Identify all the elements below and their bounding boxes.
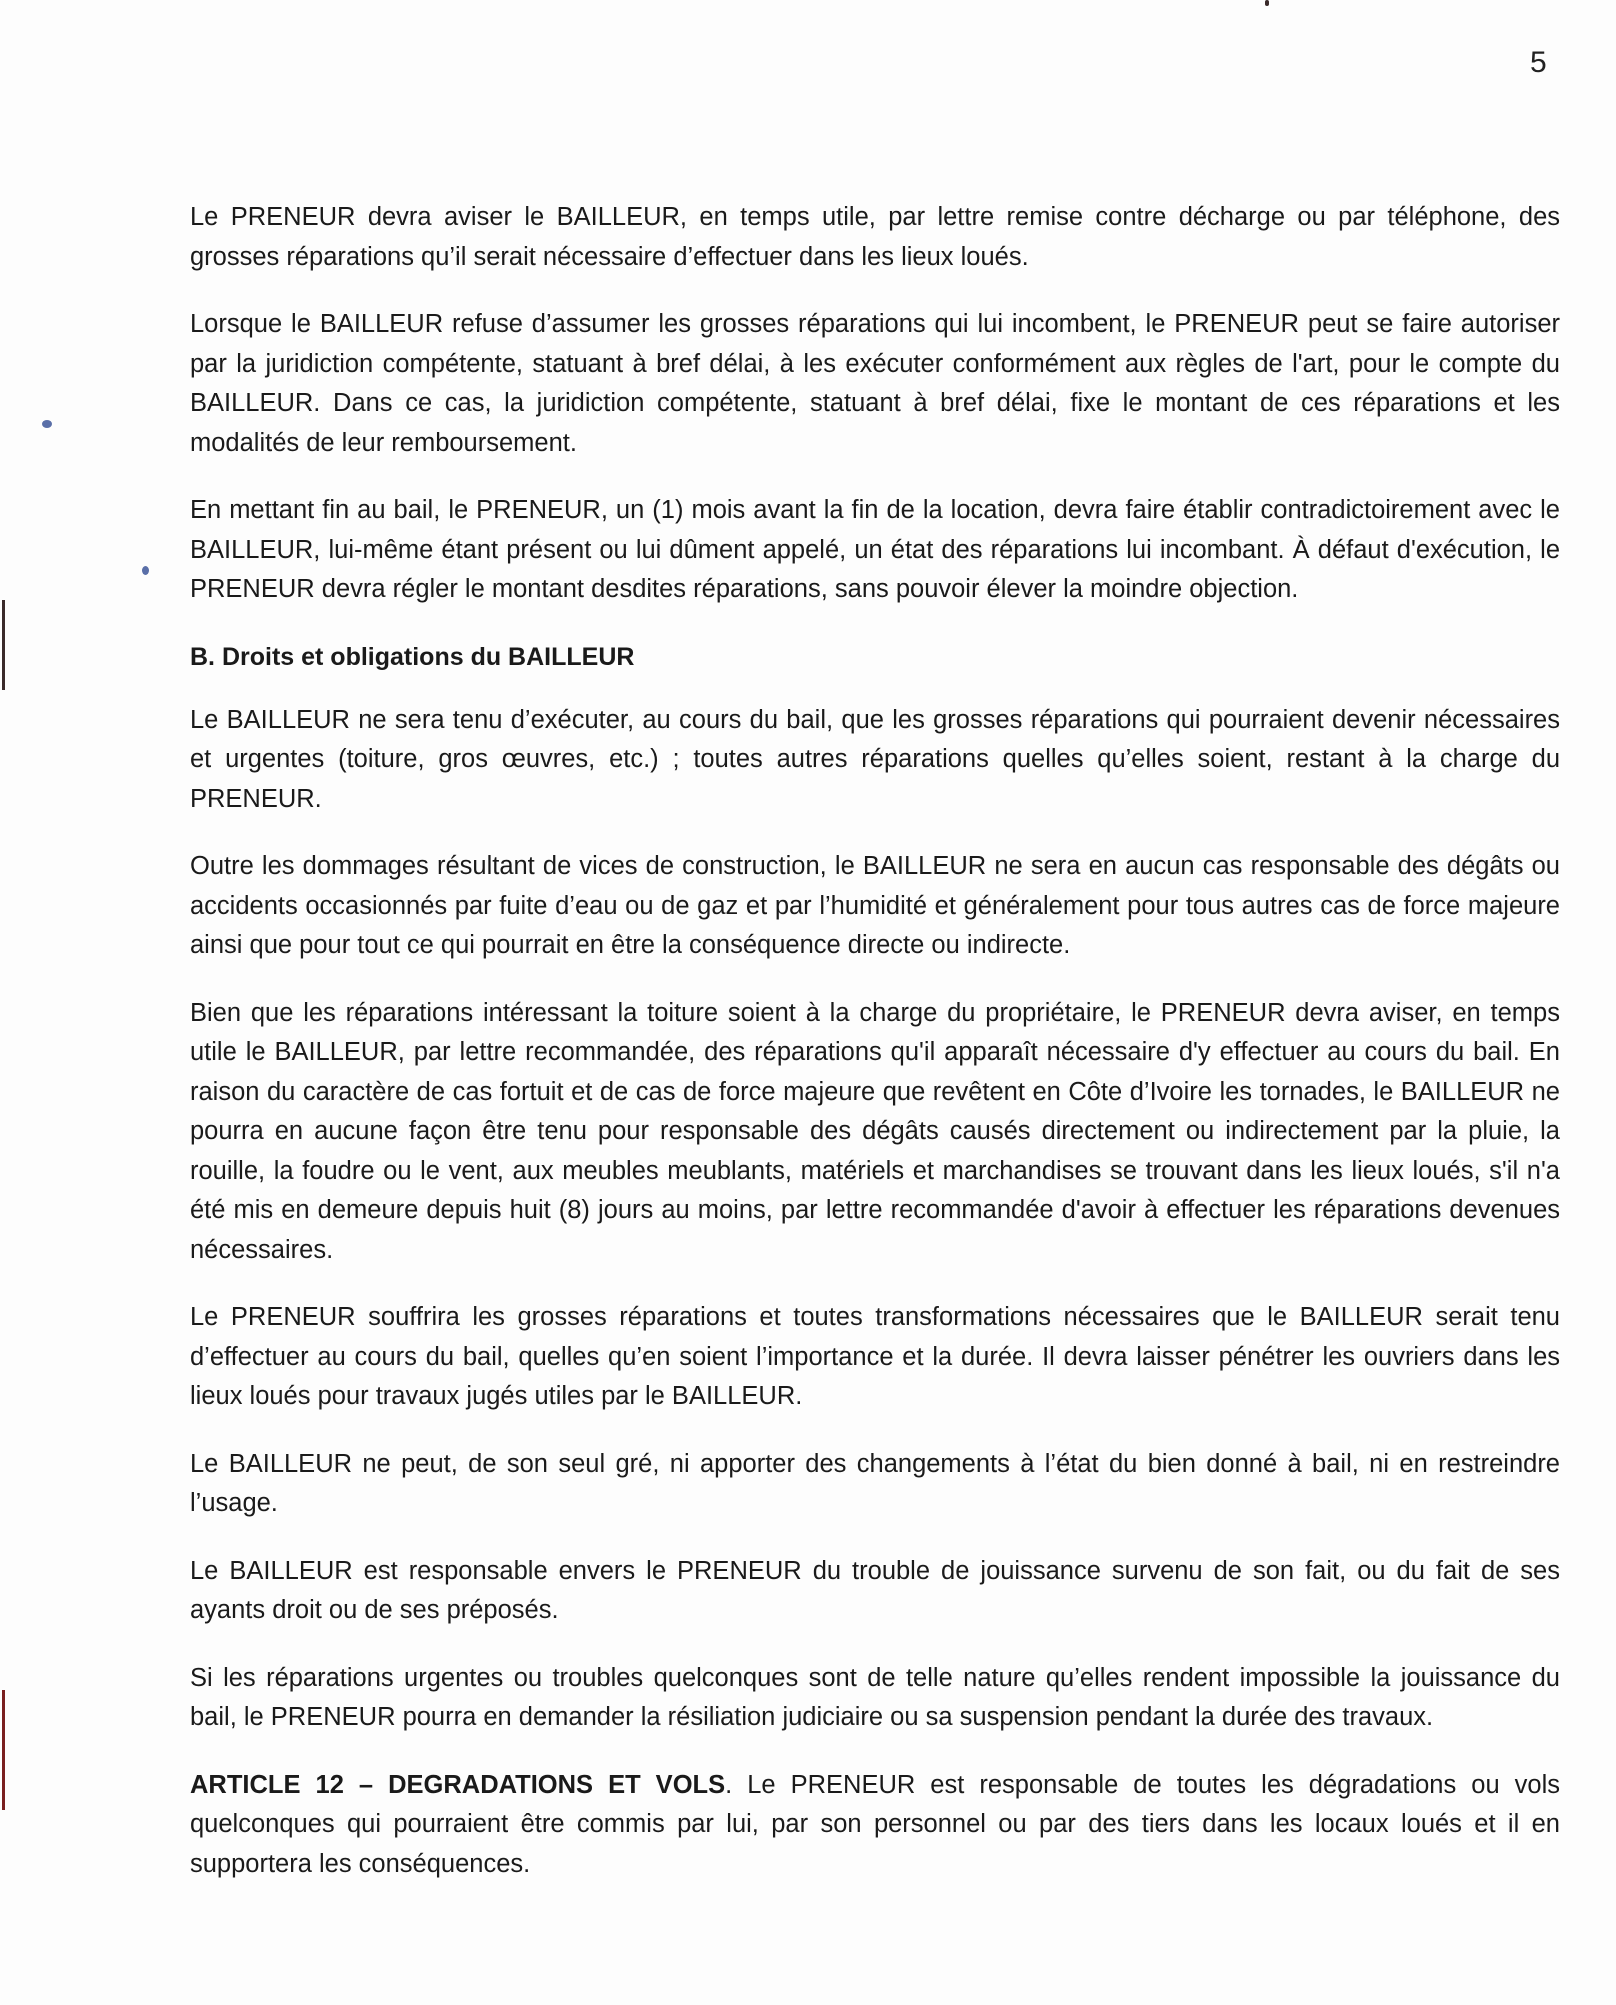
page-number: 5 (1530, 46, 1547, 79)
paragraph-trouble-jouissance: Le BAILLEUR est responsable envers le PRENEUR du trouble de jouissance survenu de son fait, ou du fait de ses ayants droit ou de ses préposés. (190, 1556, 1560, 1624)
paragraph-toiture: Bien que les réparations intéressant la toiture soient à la charge du propriétaire, le PRENEUR devra aviser, en temps utile le BAILLEUR, par lettre recommandée, des réparations qu'il apparaît nécessaire d'y effectuer au cours du bail. En raison du caractère de cas fortuit et de cas de force majeure que revêtent en Côte d’Ivoire les tornades, le BAILLEUR ne pourra en aucune façon être tenu pour responsable des dégâts causés directement ou indirectement par la pluie, la rouille, la foudre ou le vent, aux meubles meublants, matériels et marchandises se trouvant dans les lieux loués, s'il n'a été mis en demeure depuis huit (8) jours au moins, par lettre recommandée d'avoir à effectuer les réparations devenues nécessaires. (190, 998, 1560, 1264)
scan-edge-mark (2, 1690, 5, 1810)
scan-edge-mark (1265, 0, 1269, 6)
scan-edge-mark (2, 600, 5, 690)
paragraph-transformations: Le PRENEUR souffrira les grosses réparations et toutes transformations nécessaires que le BAILLEUR serait tenu d’effectuer au cours du bail, quelles qu’en soient l’importance et la durée. Il devra laisser pénétrer les ouvriers dans les lieux loués pour travaux jugés utiles par le BAILLEUR. (190, 1303, 1560, 1410)
paragraph-changements: Le BAILLEUR ne peut, de son seul gré, ni apporter des changements à l’état du bien donné à bail, ni en restreindre l’usage. (190, 1449, 1560, 1517)
paragraph-dommages: Outre les dommages résultant de vices de construction, le BAILLEUR ne sera en aucun cas responsable des dégâts ou accidents occasionnés par fuite d’eau ou de gaz et par l’humidité et généralement pour tous autres cas de force majeure ainsi que pour tout ce qui pourrait en être la conséquence directe ou indirecte. (190, 852, 1560, 959)
section-heading-droits-bailleur: B. Droits et obligations du BAILLEUR (190, 642, 635, 671)
paragraph-fin-bail: En mettant fin au bail, le PRENEUR, un (1) mois avant la fin de la location, devra faire établir contradictoirement avec le BAILLEUR, lui-même étant présent ou lui dûment appelé, un état des réparations lui incombant. À défaut d'exécution, le PRENEUR devra régler le montant desdites réparations, sans pouvoir élever la moindre objection. (190, 496, 1560, 603)
ink-speck (142, 566, 149, 575)
paragraph-refus-bailleur: Lorsque le BAILLEUR refuse d’assumer les grosses réparations qui lui incombent, le PRENEUR peut se faire autoriser par la juridiction compétente, statuant à bref délai, à les exécuter conformément aux règles de l'art, pour le compte du BAILLEUR. Dans ce cas, la juridiction compétente, statuant à bref délai, fixe le montant de ces réparations et les modalités de leur remboursement. (190, 310, 1560, 457)
paragraph-grosses-reparations: Le BAILLEUR ne sera tenu d’exécuter, au cours du bail, que les grosses réparations qui pourraient devenir nécessaires et urgentes (toiture, gros œuvres, etc.) ; toutes autres réparations quelles qu’elles soient, restant à la charge du PRENEUR. (190, 705, 1560, 813)
ink-speck (42, 420, 52, 428)
article-12-title: ARTICLE 12 – DEGRADATIONS ET VOLS (190, 1770, 726, 1799)
paragraph-preneur-aviser: Le PRENEUR devra aviser le BAILLEUR, en temps utile, par lettre remise contre décharge ou par téléphone, des grosses réparations qu’il serait nécessaire d’effectuer dans les lieux loués. (190, 203, 1560, 271)
article-12-text: . Le PRENEUR est responsable de toutes les dégradations ou vols quelconques qui pourraient être commis par lui, par son personnel ou par des tiers dans les locaux loués et il en supportera les conséquences. (190, 1770, 1560, 1878)
document-body (190, 198, 1560, 1884)
paragraph-article-12 (190, 1766, 1560, 1885)
paragraph-resiliation: Si les réparations urgentes ou troubles quelconques sont de telle nature qu’elles rendent impossible la jouissance du bail, le PRENEUR pourra en demander la résiliation judiciaire ou sa suspension pendant la durée des travaux. (190, 1663, 1560, 1731)
